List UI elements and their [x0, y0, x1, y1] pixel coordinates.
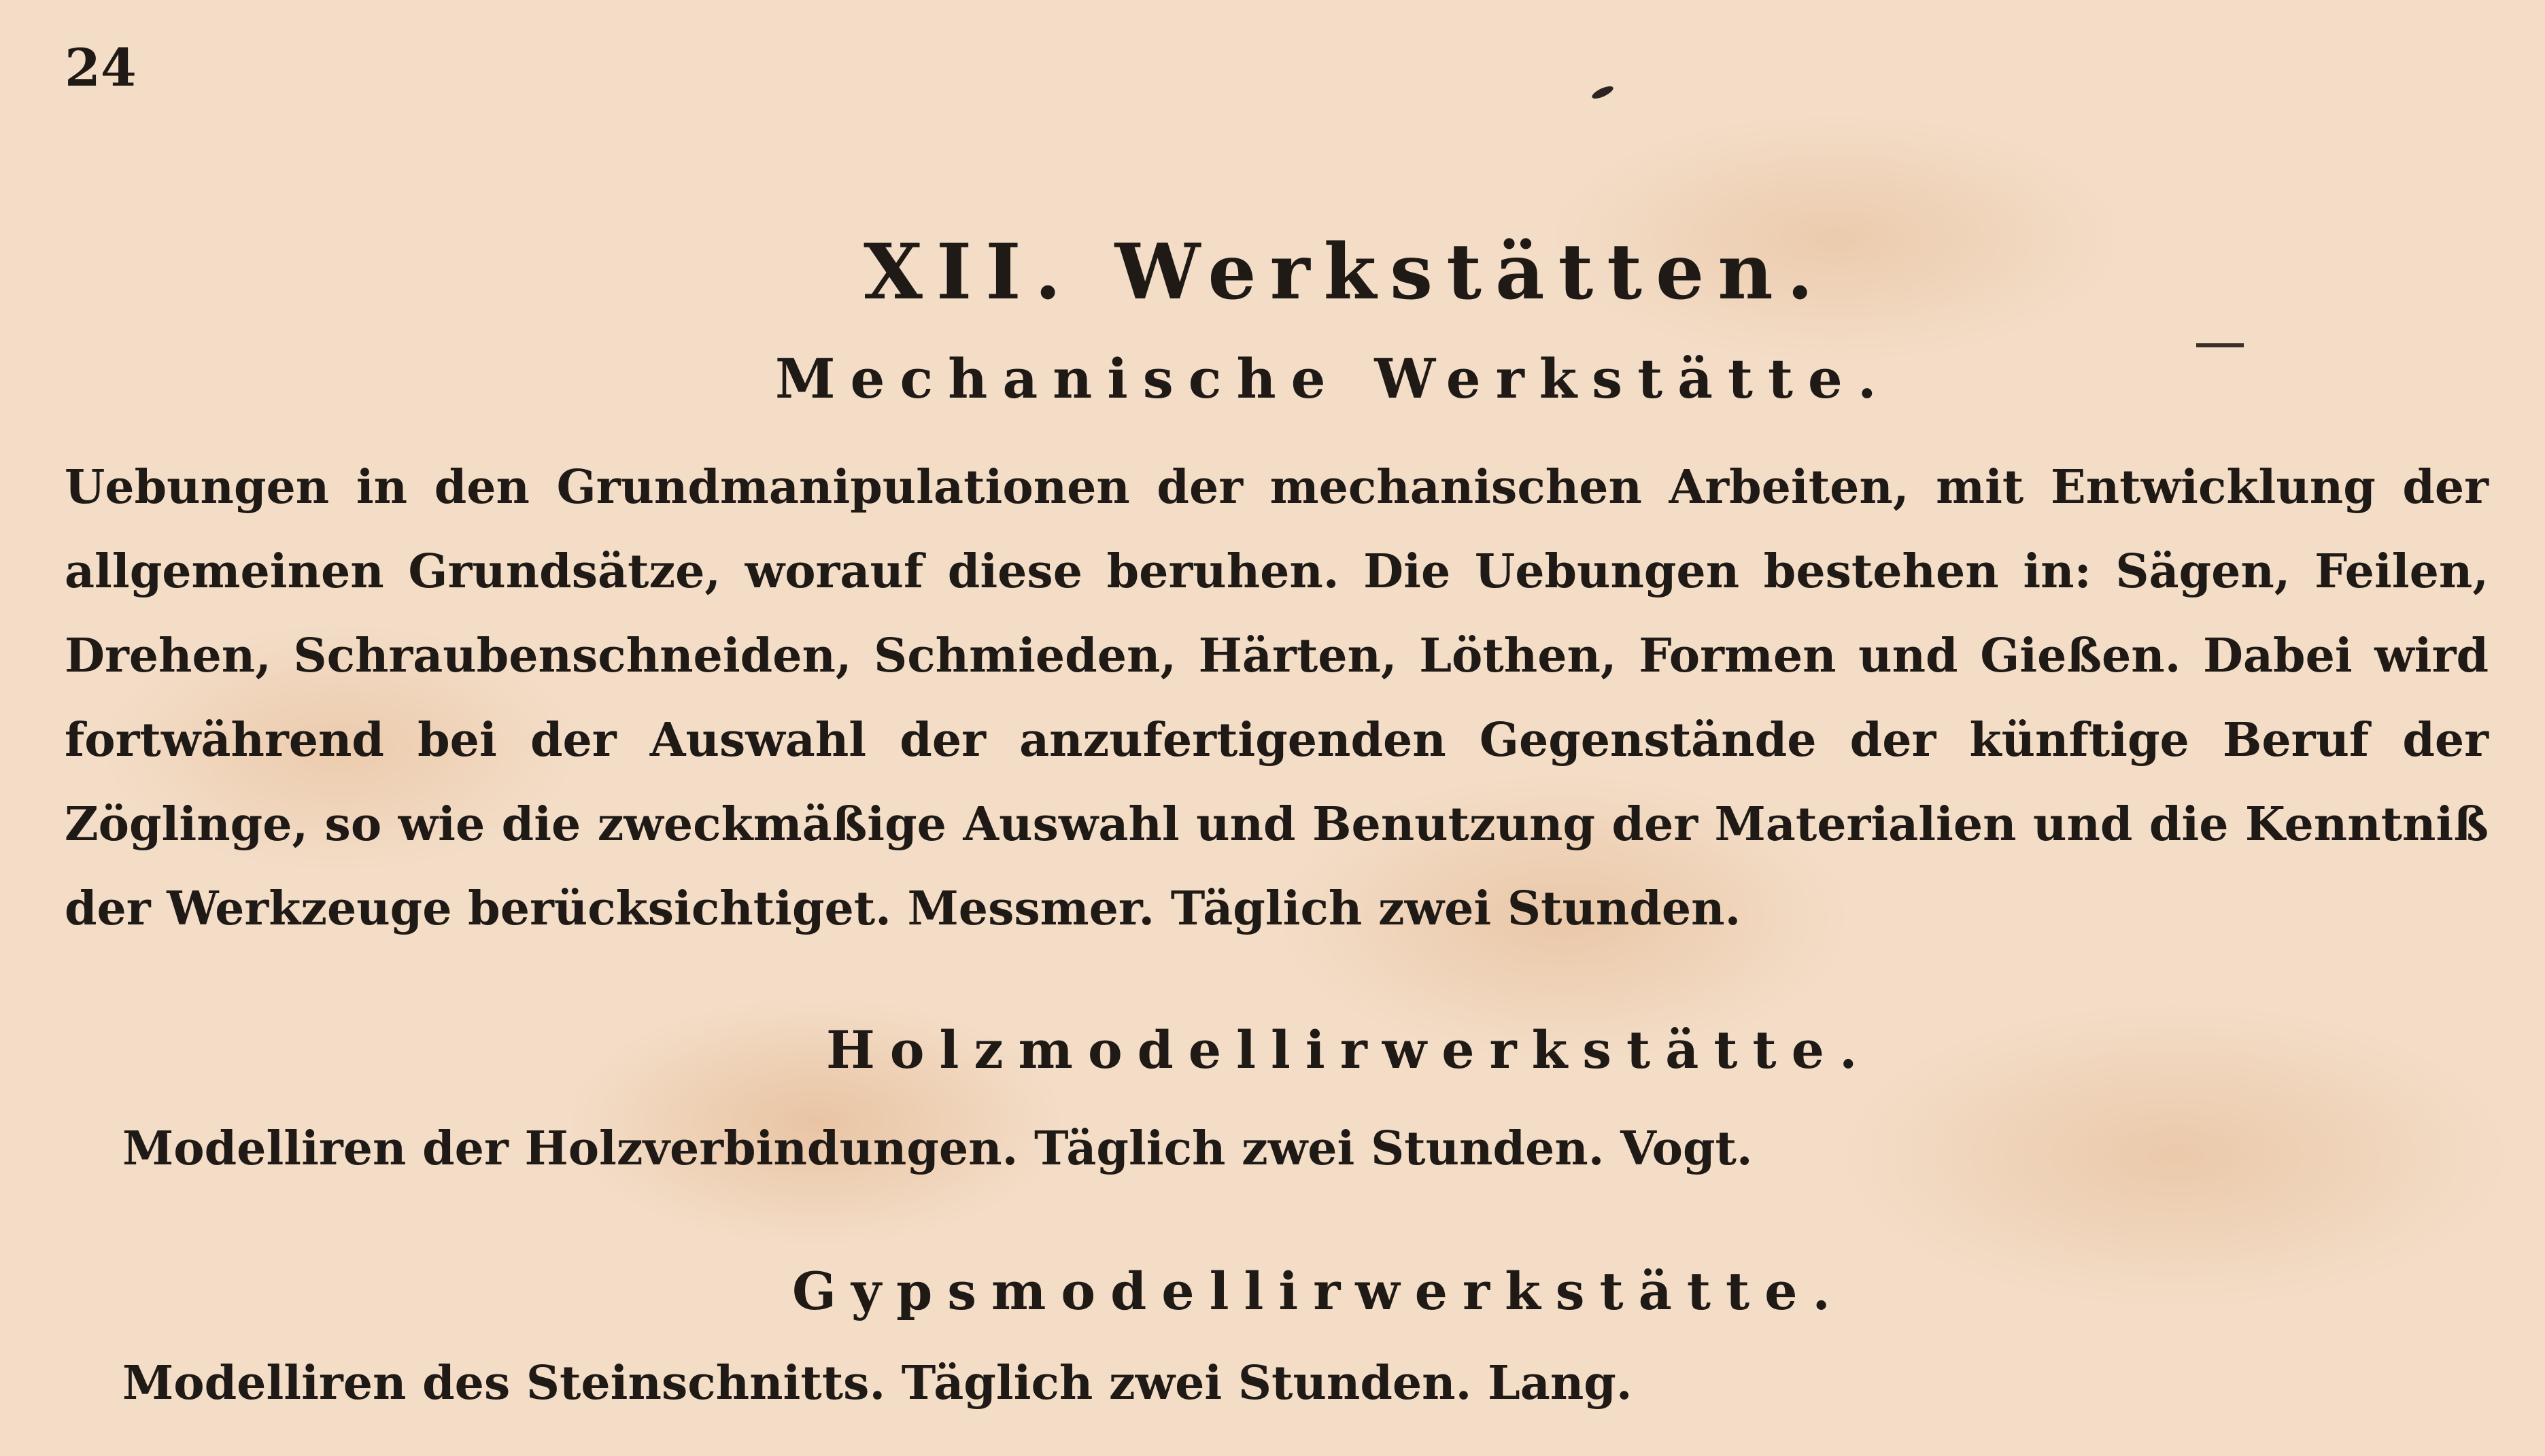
section-body-wood	[122, 1122, 1753, 1176]
ink-mark	[1590, 84, 1615, 101]
schedule-text: Täglich zwei Stunden.	[1170, 882, 1741, 936]
section-heading-mechanical: Mechanische Werkstätte.	[775, 347, 1892, 411]
teacher-name-messmer: Messmer.	[907, 882, 1155, 936]
section-body-gypsum	[122, 1356, 1633, 1410]
body-text-mechanical: Uebungen in den Grundmanipulationen der mechanischen Arbeiten, mit Entwicklung der allgemeinen Grundsätze, worauf diese beruhen. Die Uebungen bestehen in: Sägen, Feilen, Drehen, Schraubenschneiden, Schmieden, Härten, Löthen, Formen und Gießen. Dabei wird fortwährend bei der Auswahl der anzufertigenden Gegenstände der künftige Beruf der Zöglinge, so wie die zweckmäßige Auswahl und Benutzung der Materialien und die Kenntniß der Werkzeuge berücksichtiget.	[65, 460, 2489, 936]
section-heading-wood: Holzmodellirwerkstätte.	[826, 1020, 1873, 1080]
page-number: 24	[65, 37, 137, 98]
body-text-wood: Modelliren der Holzverbindungen. Täglich zwei Stunden.	[122, 1122, 1605, 1176]
section-heading-gypsum: Gypsmodellirwerkstätte.	[792, 1261, 1845, 1321]
ink-dash-mark	[2196, 343, 2244, 347]
body-text-gypsum: Modelliren des Steinschnitts. Täglich zwei Stunden.	[122, 1356, 1472, 1410]
page-title: XII. Werkstätten.	[864, 228, 1827, 317]
teacher-name-lang: Lang.	[1487, 1356, 1633, 1410]
teacher-name-vogt: Vogt.	[1620, 1122, 1753, 1176]
section-body-mechanical	[65, 445, 2489, 951]
